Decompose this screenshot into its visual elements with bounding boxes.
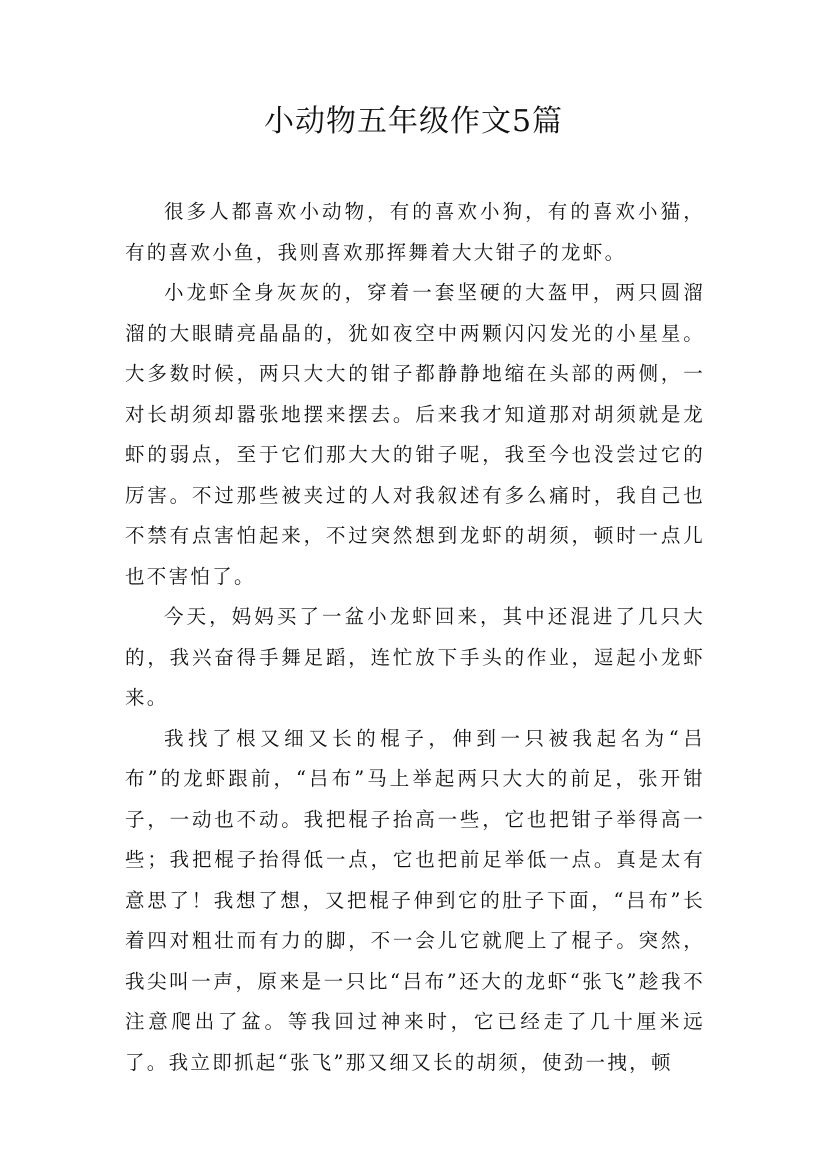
document-body — [125, 192, 705, 1083]
paragraph-3: 今天，妈妈买了一盆小龙虾回来，其中还混进了几只大的，我兴奋得手舞足蹈，连忙放下手头的作业，逗起小龙虾来。 — [125, 605, 705, 709]
document-title: 小动物五年级作文5篇 — [263, 104, 564, 139]
paragraph-4: 我找了根又细又长的棍子，伸到一只被我起名为“吕布”的龙虾跟前，“吕布”马上举起两只大大的前足，张开钳子，一动也不动。我把棍子抬高一些，它也把钳子举得高一些；我把棍子抬得低一点，它也把前足举低一点。真是太有意思了！我想了想，又把棍子伸到它的肚子下面，“吕布”长着四对粗壮而有力的脚，不一会儿它就爬上了棍子。突然，我尖叫一声，原来是一只比“吕布”还大的龙虾“张飞”趁我不注意爬出了盆。等我回过神来时，它已经走了几十厘米远了。我立即抓起“张飞”那又细又长的胡须，使劲一拽，顿 — [125, 726, 705, 1074]
paragraph-2: 小龙虾全身灰灰的，穿着一套坚硬的大盔甲，两只圆溜溜的大眼睛亮晶晶的，犹如夜空中两颗闪闪发光的小星星。大多数时候，两只大大的钳子都静静地缩在头部的两侧，一对长胡须却嚣张地摆来摆去。后来我才知道那对胡须就是龙虾的弱点，至于它们那大大的钳子呢，我至今也没尝过它的厉害。不过那些被夹过的人对我叙述有多么痛时，我自己也不禁有点害怕起来，不过突然想到龙虾的胡须，顿时一点儿也不害怕了。 — [125, 281, 705, 588]
paragraph-1: 很多人都喜欢小动物，有的喜欢小狗，有的喜欢小猫，有的喜欢小鱼，我则喜欢那挥舞着大大钳子的龙虾。 — [125, 200, 705, 264]
